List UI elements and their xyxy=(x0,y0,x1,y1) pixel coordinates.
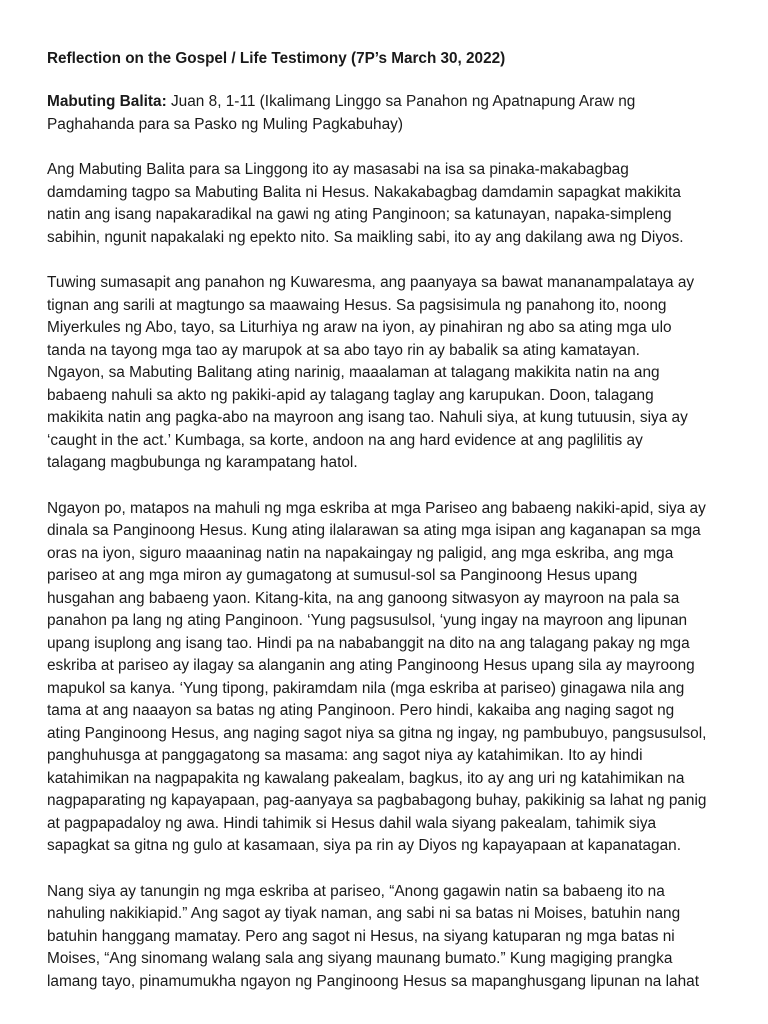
reading-line-1 xyxy=(47,91,737,114)
paragraph-line: mapukol sa kanya. ‘Yung tipong, pakiramdam nila (mga eskriba at pariseo) ginagawa nila ang xyxy=(47,679,685,697)
reading-text: Juan 8, 1-11 (Ikalimang Linggo sa Panahon ng Apatnapung Araw ng xyxy=(166,93,636,110)
paragraph-line: eskriba at pariseo ay ilagay sa alanganin ang ating Panginoong Hesus upang sila ay mayroong xyxy=(47,657,695,674)
paragraph-line: batuhin hanggang mamatay. Pero ang sagot ni Hesus, na siyang katuparan ng mga batas ni xyxy=(47,927,675,945)
paragraph-line: ‘caught in the act.’ Kumbaga, sa korte, andoon na ang hard evidence at ang paglilitis ay xyxy=(47,431,643,449)
paragraph-line: at pagpapadaloy ng awa. Hindi tahimik si Hesus dahil wala siyang pakealam, tahimik siya xyxy=(47,814,657,832)
paragraph-line: dinala sa Panginoong Hesus. Kung ating ilalarawan sa ating mga isipan ang kaganapan sa mga xyxy=(47,522,701,539)
paragraph-line: Tuwing sumasapit ang panahon ng Kuwaresma, ang paanyaya sa bawat mananampalataya ay xyxy=(47,274,695,291)
paragraph-line: sapagkat sa gitna ng gulo at kasamaan, siya pa rin ay Diyos ng kapayapaan at kapanatagan. xyxy=(47,837,682,854)
paragraph-line: Nang siya ay tanungin ng mga eskriba at pariseo, “Anong gagawin natin sa babaeng ito na xyxy=(47,882,665,900)
paragraph-line: upang isuplong ang isang tao. Hindi pa na nababanggit na dito na ang talagang pakay ng mga xyxy=(47,634,690,652)
paragraph-line: tama at ang naaayon sa batas ng ating Panginoon. Pero hindi, kakaiba ang naging sagot ng xyxy=(47,702,675,719)
reading-label: Mabuting Balita: xyxy=(47,93,167,110)
paragraph-line: tignan ang sarili at magtungo sa maawaing Hesus. Sa pagsisimula ng panahong ito, noong xyxy=(47,296,667,314)
paragraph-line: natin ang isang napakaradikal na gawi ng ating Panginoon; sa katunayan, napaka-simpleng xyxy=(47,206,672,223)
paragraph-line: ating Panginoong Hesus, ang naging sagot niya sa gitna ng ingay, ng pambubuyo, pangsusulsol, xyxy=(47,724,707,742)
document-page xyxy=(47,48,737,1016)
paragraph-line: tanda na tayong mga tao ay marupok at sa abo tayo rin ay babalik sa ating kamatayan. xyxy=(47,341,640,359)
body-paragraph xyxy=(47,498,737,858)
document-title: Reflection on the Gospel / Life Testimony (7P’s March 30, 2022) xyxy=(47,50,506,67)
paragraph-line: nahuling nakikiapid.” Ang sagot ay tiyak naman, ang sabi ni sa batas ni Moises, batuhin nang xyxy=(47,905,681,922)
paragraph-line: pariseo at ang mga miron ay gumagatong at sumusul-sol sa Panginoong Hesus upang xyxy=(47,567,638,584)
paragraph-line: Ngayon, sa Mabuting Balitang ating narinig, maaalaman at talagang makikita natin na ang xyxy=(47,364,660,381)
gospel-reading-reference xyxy=(47,91,737,136)
paragraph-line: sabihin, ngunit napakalaki ng epekto nito. Sa maikling sabi, ito ay ang dakilang awa ng Diyos. xyxy=(47,228,684,246)
body-paragraph xyxy=(47,272,737,475)
body-paragraph xyxy=(47,881,737,994)
body-paragraph xyxy=(47,159,737,249)
paragraph-line: nagpaparating ng kapayapaan, pag-aanyaya sa pagbabagong buhay, pakikinig sa lahat ng panig xyxy=(47,792,707,809)
paragraph-line: lamang tayo, pinamumukha ngayon ng Panginoong Hesus sa mapanghusgang lipunan na lahat xyxy=(47,972,700,990)
paragraph-line: Moises, “Ang sinomang walang sala ang siyang maunang bumato.” Kung magiging prangka xyxy=(47,950,673,967)
paragraph-line: makikita natin ang pagka-abo na mayroon ang isang tao. Nahuli siya, at kung tutuusin, siya ay xyxy=(47,409,688,426)
paragraph-line: panahon pa lang ng ating Panginoon. ‘Yung pagsusulsol, ‘yung ingay na mayroon ang lipunan xyxy=(47,612,688,629)
paragraph-line: katahimikan na nagpapakita ng kawalang pakealam, bagkus, ito ay ang uri ng katahimikan na xyxy=(47,769,685,787)
paragraph-line: husgahan ang babaeng yaon. Kitang-kita, na ang ganoong sitwasyon ay mayroon na pala sa xyxy=(47,589,680,607)
paragraph-line: babaeng nahuli sa akto ng pakiki-apid ay talagang taglay ang karupukan. Doon, talagang xyxy=(47,386,654,404)
reading-line-2: Paghahanda para sa Pasko ng Muling Pagkabuhay) xyxy=(47,115,403,133)
paragraph-line: talagang magbubunga ng karampatang hatol. xyxy=(47,454,358,471)
paragraph-line: panghuhusga at panggagatong sa masama: ang sagot niya ay katahimikan. Ito ay hindi xyxy=(47,747,643,764)
paragraph-line: Ang Mabuting Balita para sa Linggong ito ay masasabi na isa sa pinaka-makabagbag xyxy=(47,161,629,178)
paragraph-line: Miyerkules ng Abo, tayo, sa Liturhiya ng araw na iyon, ay pinahiran ng abo sa ating mga ulo xyxy=(47,319,672,336)
paragraph-line: Ngayon po, matapos na mahuli ng mga eskriba at mga Pariseo ang babaeng nakiki-apid, siya ay xyxy=(47,499,706,517)
paragraph-line: damdaming tagpo sa Mabuting Balita ni Hesus. Nakakabagbag damdamin sapagkat makikita xyxy=(47,183,681,201)
paragraph-line: oras na iyon, siguro maaaninag natin na napakaingay ng paligid, ang mga eskriba, ang mga xyxy=(47,544,674,562)
